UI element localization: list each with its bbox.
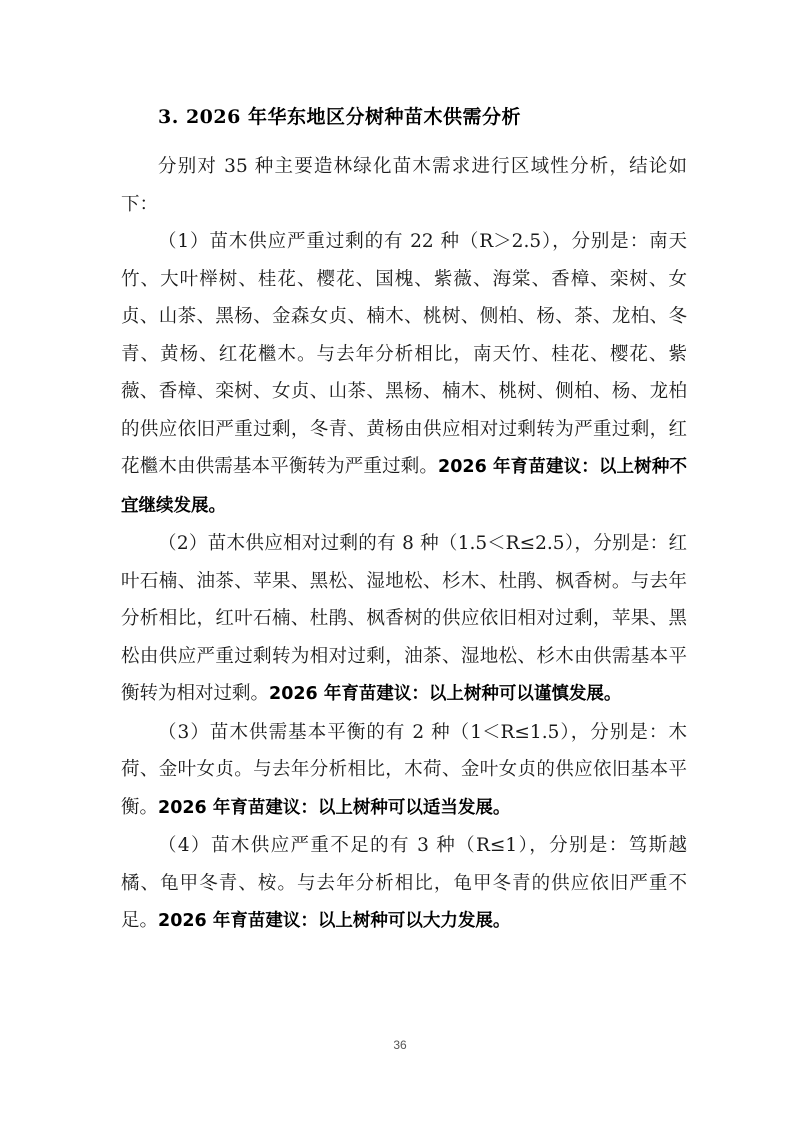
paragraph-balanced: [121, 714, 687, 828]
paragraph-text: （2）苗木供应相对过剩的有 8 种（1.5＜R≤2.5），分别是：红叶石楠、油茶、苹果、黑松、湿地松、杉木、杜鹃、枫香树。与去年分析相比，红叶石楠、杜鹃、枫香树的供应依旧相对过剩，苹果、黑松由供应严重过剩转为相对过剩，油茶、湿地松、杉木由供需基本平衡转为相对过剩。: [121, 533, 687, 704]
section-heading: 3. 2026 年华东地区分树种苗木供需分析: [158, 106, 521, 128]
document-body: [121, 148, 687, 941]
paragraph-text: （1）苗木供应严重过剩的有 22 种（R＞2.5），分别是：南天竹、大叶榉树、桂花、樱花、国槐、紫薇、海棠、香樟、栾树、女贞、山茶、黑杨、金森女贞、楠木、桃树、侧柏、杨、茶、龙柏、冬青、黄杨、红花檵木。与去年分析相比，南天竹、桂花、樱花、紫薇、香樟、栾树、女贞、山茶、黑杨、楠木、桃树、侧柏、杨、龙柏的供应依旧严重过剩，冬青、黄杨由供应相对过剩转为严重过剩，红花檵木由供需基本平衡转为严重过剩。: [121, 231, 687, 477]
paragraph-oversupply-severe: [121, 223, 687, 525]
paragraph-oversupply-relative: [121, 525, 687, 714]
breeding-advice: 2026 年育苗建议：以上树种可以大力发展。: [158, 911, 511, 931]
paragraph-text: （4）苗木供应严重不足的有 3 种（R≤1），分别是：笃斯越橘、龟甲冬青、桉。与去年分析相比，龟甲冬青的供应依旧严重不足。: [121, 835, 687, 931]
paragraph-shortage-severe: [121, 827, 687, 941]
breeding-advice: 2026 年育苗建议：以上树种可以谨慎发展。: [269, 684, 622, 704]
paragraph-text: （3）苗木供需基本平衡的有 2 种（1＜R≤1.5），分别是：木荷、金叶女贞。与去年分析相比，木荷、金叶女贞的供应依旧基本平衡。: [121, 721, 687, 818]
breeding-advice: 2026 年育苗建议：以上树种不宜继续发展。: [121, 457, 687, 516]
breeding-advice: 2026 年育苗建议：以上树种可以适当发展。: [158, 797, 511, 818]
page-number: 36: [393, 1038, 407, 1052]
intro-paragraph: 分别对 35 种主要造林绿化苗木需求进行区域性分析，结论如下：: [121, 156, 687, 215]
